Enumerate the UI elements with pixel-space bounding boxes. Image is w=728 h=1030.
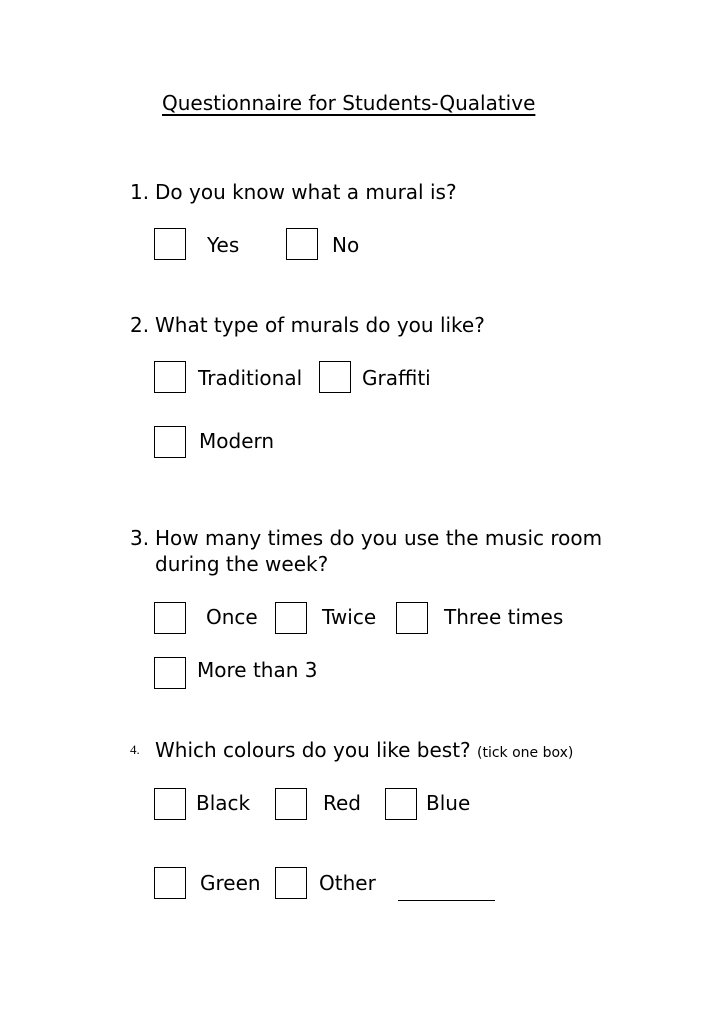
question-2-text: What type of murals do you like? <box>155 313 485 337</box>
option-three-times-label: Three times <box>444 605 564 629</box>
option-once-label: Once <box>206 605 258 629</box>
option-other-label: Other <box>319 871 376 895</box>
checkbox-graffiti[interactable] <box>319 361 351 393</box>
option-modern-label: Modern <box>199 429 275 453</box>
checkbox-more-than-3[interactable] <box>154 657 186 689</box>
checkbox-three-times[interactable] <box>396 602 428 634</box>
option-more-than-3-label: More than 3 <box>197 658 318 682</box>
question-4-note: (tick one box) <box>477 745 574 761</box>
page-title: Questionnaire for Students-Qualative <box>162 91 536 115</box>
checkbox-blue[interactable] <box>385 788 417 820</box>
option-red-label: Red <box>323 791 361 815</box>
checkbox-twice[interactable] <box>275 602 307 634</box>
checkbox-no[interactable] <box>286 228 318 260</box>
option-no-label: No <box>332 233 360 257</box>
option-twice-label: Twice <box>322 605 377 629</box>
checkbox-green[interactable] <box>154 867 186 899</box>
option-graffiti-label: Graffiti <box>362 366 431 390</box>
question-3-number: 3. <box>130 526 150 550</box>
checkbox-other[interactable] <box>275 867 307 899</box>
question-3-text-line-1: How many times do you use the music room <box>155 526 603 550</box>
checkbox-once[interactable] <box>154 602 186 634</box>
question-4-text-main: Which colours do you like best? <box>155 738 471 762</box>
checkbox-traditional[interactable] <box>154 361 186 393</box>
other-write-in-line[interactable] <box>398 900 495 901</box>
checkbox-black[interactable] <box>154 788 186 820</box>
question-2-number: 2. <box>130 313 150 337</box>
option-green-label: Green <box>200 871 261 895</box>
option-black-label: Black <box>196 791 251 815</box>
checkbox-modern[interactable] <box>154 426 186 458</box>
option-blue-label: Blue <box>426 791 471 815</box>
question-4-text <box>155 736 573 767</box>
question-4-number: 4. <box>130 742 140 757</box>
option-yes-label: Yes <box>207 233 240 257</box>
question-3-text-line-2: during the week? <box>155 552 329 576</box>
question-1-text: Do you know what a mural is? <box>155 180 457 204</box>
option-traditional-label: Traditional <box>198 366 303 390</box>
question-1-number: 1. <box>130 180 150 204</box>
checkbox-red[interactable] <box>275 788 307 820</box>
checkbox-yes[interactable] <box>154 228 186 260</box>
